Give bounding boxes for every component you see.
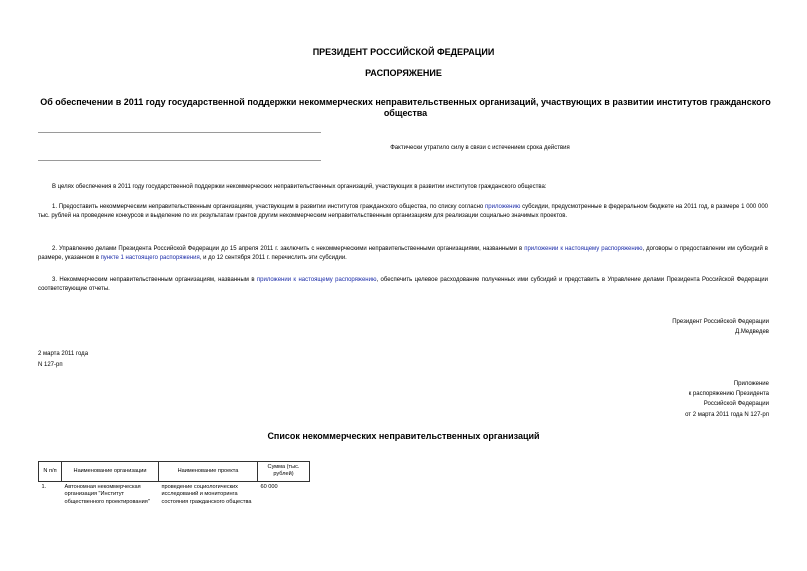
column-header-project: Наименование проекта — [159, 462, 258, 482]
appendix-ref-line: Российской Федерации — [703, 401, 769, 408]
paragraph-2-text: 2. Управлению делами Президента Российской Федерации до 15 апреля 2011 г. заключить с некоммерческими неправительственными организациями, названными в — [52, 246, 525, 252]
appendix-ref-line: к распоряжению Президента — [688, 391, 769, 398]
document-type: РАСПОРЯЖЕНИЕ — [365, 68, 442, 78]
preamble-text: В целях обеспечения в 2011 году государственной поддержки некоммерческих неправительственных организаций, участвующих в развитии институтов гражданского общества: — [52, 184, 547, 190]
organization-name: Автономная некоммерческая организация "Институт общественного проектирования" — [64, 483, 150, 505]
appendix-link[interactable]: приложении к настоящему распоряжению — [524, 246, 643, 252]
document-number: N 127-рп — [38, 362, 63, 368]
appendix-header — [685, 379, 769, 420]
organizations-table — [38, 461, 310, 508]
document-date: 2 марта 2011 года — [38, 351, 89, 357]
signatory-position: Президент Российской Федерации — [672, 319, 769, 325]
table-row — [39, 481, 310, 508]
issuing-authority: ПРЕЗИДЕНТ РОССИЙСКОЙ ФЕДЕРАЦИИ — [312, 47, 495, 57]
column-header-number: N п/п — [39, 462, 62, 482]
table-header-row — [39, 462, 310, 482]
document-title: Об обеспечении в 2011 году государственной поддержки некоммерческих неправительственных организаций, участвующих в развитии институтов гражданского общества — [40, 97, 771, 118]
signature-block — [672, 318, 769, 337]
paragraph-3-text-end: , обеспечить целевое расходование полученных ими субсидий и представить в Управление делами Президента Российской Федерации соответствующие отчеты. — [38, 277, 768, 293]
appendix-label: Приложение — [733, 381, 769, 387]
paragraph-3-text: 3. Некоммерческим неправительственным организациям, названным в — [52, 277, 257, 283]
paragraph-2-text-end: , и до 12 сентября 2011 г. перечислить эти субсидии. — [199, 255, 347, 262]
appendix-link[interactable]: приложению — [485, 204, 521, 210]
row-number: 1. — [41, 483, 47, 490]
paragraph-2-text-middle: , договоры о предоставлении им субсидий в размере, указанном в — [38, 246, 768, 262]
paragraph-1 — [38, 203, 768, 221]
status-note: Фактически утратило силу в связи с истечением срока действия — [390, 145, 570, 151]
signatory-name: Д.Медведев — [735, 328, 769, 335]
paragraph-2 — [38, 245, 768, 263]
list-title: Список некоммерческих неправительственных организаций — [267, 431, 540, 441]
appendix-ref-line: от 2 марта 2011 года N 127-рп — [685, 411, 769, 418]
column-header-organization: Наименование организации — [62, 462, 159, 482]
clause-1-link[interactable]: пункте 1 настоящего распоряжения — [100, 255, 200, 262]
column-header-sum: Сумма (тыс. рублей) — [258, 462, 310, 482]
paragraph-3 — [38, 276, 768, 294]
paragraph-1-text: 1. Предоставить некоммерческим неправительственным организациям, участвующим в развитии институтов гражданского общества, по списку согласно — [52, 204, 486, 210]
subsidy-sum: 60 000 — [260, 483, 278, 490]
project-name: проведение социологических исследований и мониторинга состояния гражданского общества — [161, 483, 252, 505]
divider-top — [38, 132, 321, 133]
appendix-link[interactable]: приложении к настоящему распоряжению — [256, 277, 377, 283]
paragraph-1-text-end: субсидии, предусмотренные в федеральном бюджете на 2011 год, в размере 1 000 000 тыс. рублей на проведение конкурсов и выделение по их результатам грантов другим некоммерческим неправительственным организациям для реализации социально значимых проектов. — [38, 204, 768, 220]
preamble-paragraph — [38, 183, 768, 192]
divider-bottom — [38, 160, 321, 161]
date-block — [38, 349, 88, 371]
